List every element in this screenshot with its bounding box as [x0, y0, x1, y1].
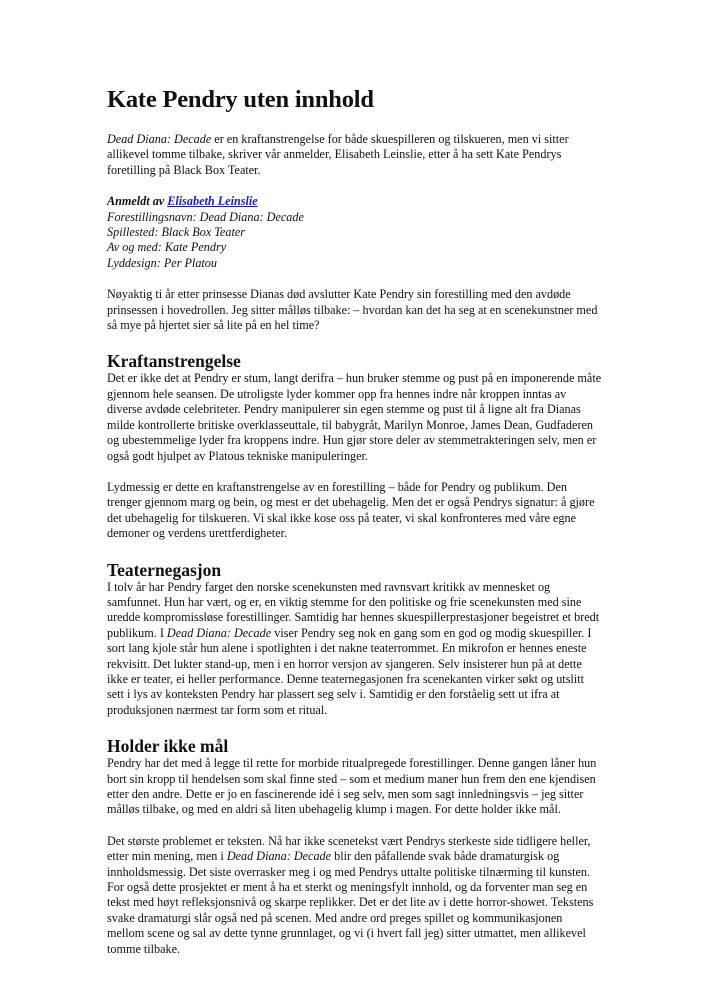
byline: [107, 194, 602, 209]
paragraph: [107, 580, 602, 719]
byline-label: Anmeldt av: [107, 194, 168, 209]
section-heading-teaternegasjon: Teaternegasjon: [107, 559, 222, 580]
meta-show-name: Forestillingsnavn: Dead Diana: Decade: [107, 209, 304, 224]
review-metadata: [107, 194, 602, 271]
meta-sound-design: Lyddesign: Per Platou: [107, 255, 217, 270]
article: [107, 86, 602, 957]
paragraph-text: viser Pendry seg nok en gang som en god og modig skuespiller. I sort lang kjole står hun alene i spotlighten i det nakne teaterrommet. En mikrofon er hennes eneste rekvisitt. Det lukter stand-up, men i en horror versjon av sjangeren. Selv insisterer hun på at dette ikke er teater, ei heller performance. Denne teaternegasjonen fra scenekanten virker søkt og utslitt sett i lys av konteksten Pendry har plassert seg selv i. Samtidig er den forståelig sett ut ifra at produksjonen nærmest tar form som et ritual.: [107, 625, 592, 717]
section-heading-kraftanstrengelse: Kraftanstrengelse: [107, 351, 241, 372]
paragraph-text: blir den påfallende svak både dramaturgisk og innholdsmessig. Det siste overrasker meg i og med Pendrys uttalte politiske tilnærming til kunsten. For også dette prosjektet er ment å ha et sterkt og meningsfylt innhold, og da forventer man seg en tekst med høyt refleksjonsnivå og skarpe replikker. Det er det lite av i dette horror-showet. Tekstens svake dramaturgi slår også ned på scenen. Med andre ord preges spillet og kommunikasjonen mellom scene og sal av dette tynne grunnlaget, og vi (i hvert fall jeg) sitter utmattet, men allikevel tomme tilbake.: [107, 849, 594, 956]
intro-paragraph: Nøyaktig ti år etter prinsesse Dianas død avslutter Kate Pendry sin forestilling med den avdøde prinsessen i hovedrollen. Jeg sitter målløs tilbake: – hvordan kan det ha seg at en scenekunstner med så mye på hjertet sier så lite på en hel time?: [107, 287, 598, 333]
section-heading-holder-ikke-mal: Holder ikke mål: [107, 736, 229, 757]
show-title-italic: Dead Diana: Decade: [166, 625, 272, 640]
lead-text: er en kraftanstrengelse for både skuespilleren og tilskueren, men vi sitter allikevel tomme tilbake, skriver vår anmelder, Elisabeth Leinslie, etter å ha sett Kate Pendrys foretilling på Black Box Teater.: [107, 132, 569, 177]
paragraph: Pendry har det med å legge til rette for morbide ritualpregede forestillinger. Denne gangen låner hun bort sin kropp til hendelsen som skal finne sted – som et medium maner hun frem den ene kjendisen etter den andre. Dette er jo en fascinerende idé i seg selv, men som sagt innledningsvis – jeg sitter målløs tilbake, og med en aldri så liten ubehagelig klump i magen. For dette holder ikke mål.: [107, 756, 597, 817]
article-lead: [107, 132, 602, 178]
meta-creator: Av og med: Kate Pendry: [107, 240, 227, 255]
paragraph-text: I tolv år har Pendry farget den norske scenekunsten med ravnsvart kritikk av mennesket og samfunnet. Hun har vært, og er, en viktig stemme for den politiske og frie scenekunsten med sine uredde kompromissløse forestillinger. Samtidig har hennes skuespillerprestasjoner begeistret et bredt publikum. I: [107, 579, 600, 640]
paragraph-text: Det største problemet er teksten. Nå har ikke scenetekst vært Pendrys sterkeste side tidligere heller, etter min mening, men i: [107, 833, 591, 864]
paragraph: Det er ikke det at Pendry er stum, langt derifra – hun bruker stemme og pust på en imponerende måte gjennom hele seansen. De utroligste lyder kommer opp fra hennes indre når kroppen inntas av diverse avdøde celebriteter. Pendry manipulerer sin egen stemme og pust til å ligne alt fra Dianas milde kontrollerte britiske overklasseuttale, til babygråt, Marilyn Monroe, James Dean, Gudfaderen og ubestemmelige lyder fra kroppens indre. Hun gjør store deler av stemmetrakteringen selv, men er også godt hjulpet av Platous tekniske manipuleringer.: [107, 371, 602, 463]
author-link[interactable]: Elisabeth Leinslie: [167, 194, 258, 209]
paragraph: Lydmessig er dette en kraftanstrengelse av en forestilling – både for Pendry og publikum. Den trenger gjennom marg og bein, og mest er det ubehagelig. Men det er også Pendrys signatur: å gjøre det ubehagelig for tilskueren. Vi skal ikke kose oss på teater, vi skal konfronteres med våre egne demoner og verdens urettferdigheter.: [107, 479, 595, 541]
show-title-italic: Dead Diana: Decade: [226, 849, 332, 864]
article-title: Kate Pendry uten innhold: [107, 86, 374, 113]
meta-venue: Spillested: Black Box Teater: [107, 225, 245, 240]
paragraph: [107, 834, 602, 957]
lead-show-title: Dead Diana: Decade: [107, 132, 212, 146]
